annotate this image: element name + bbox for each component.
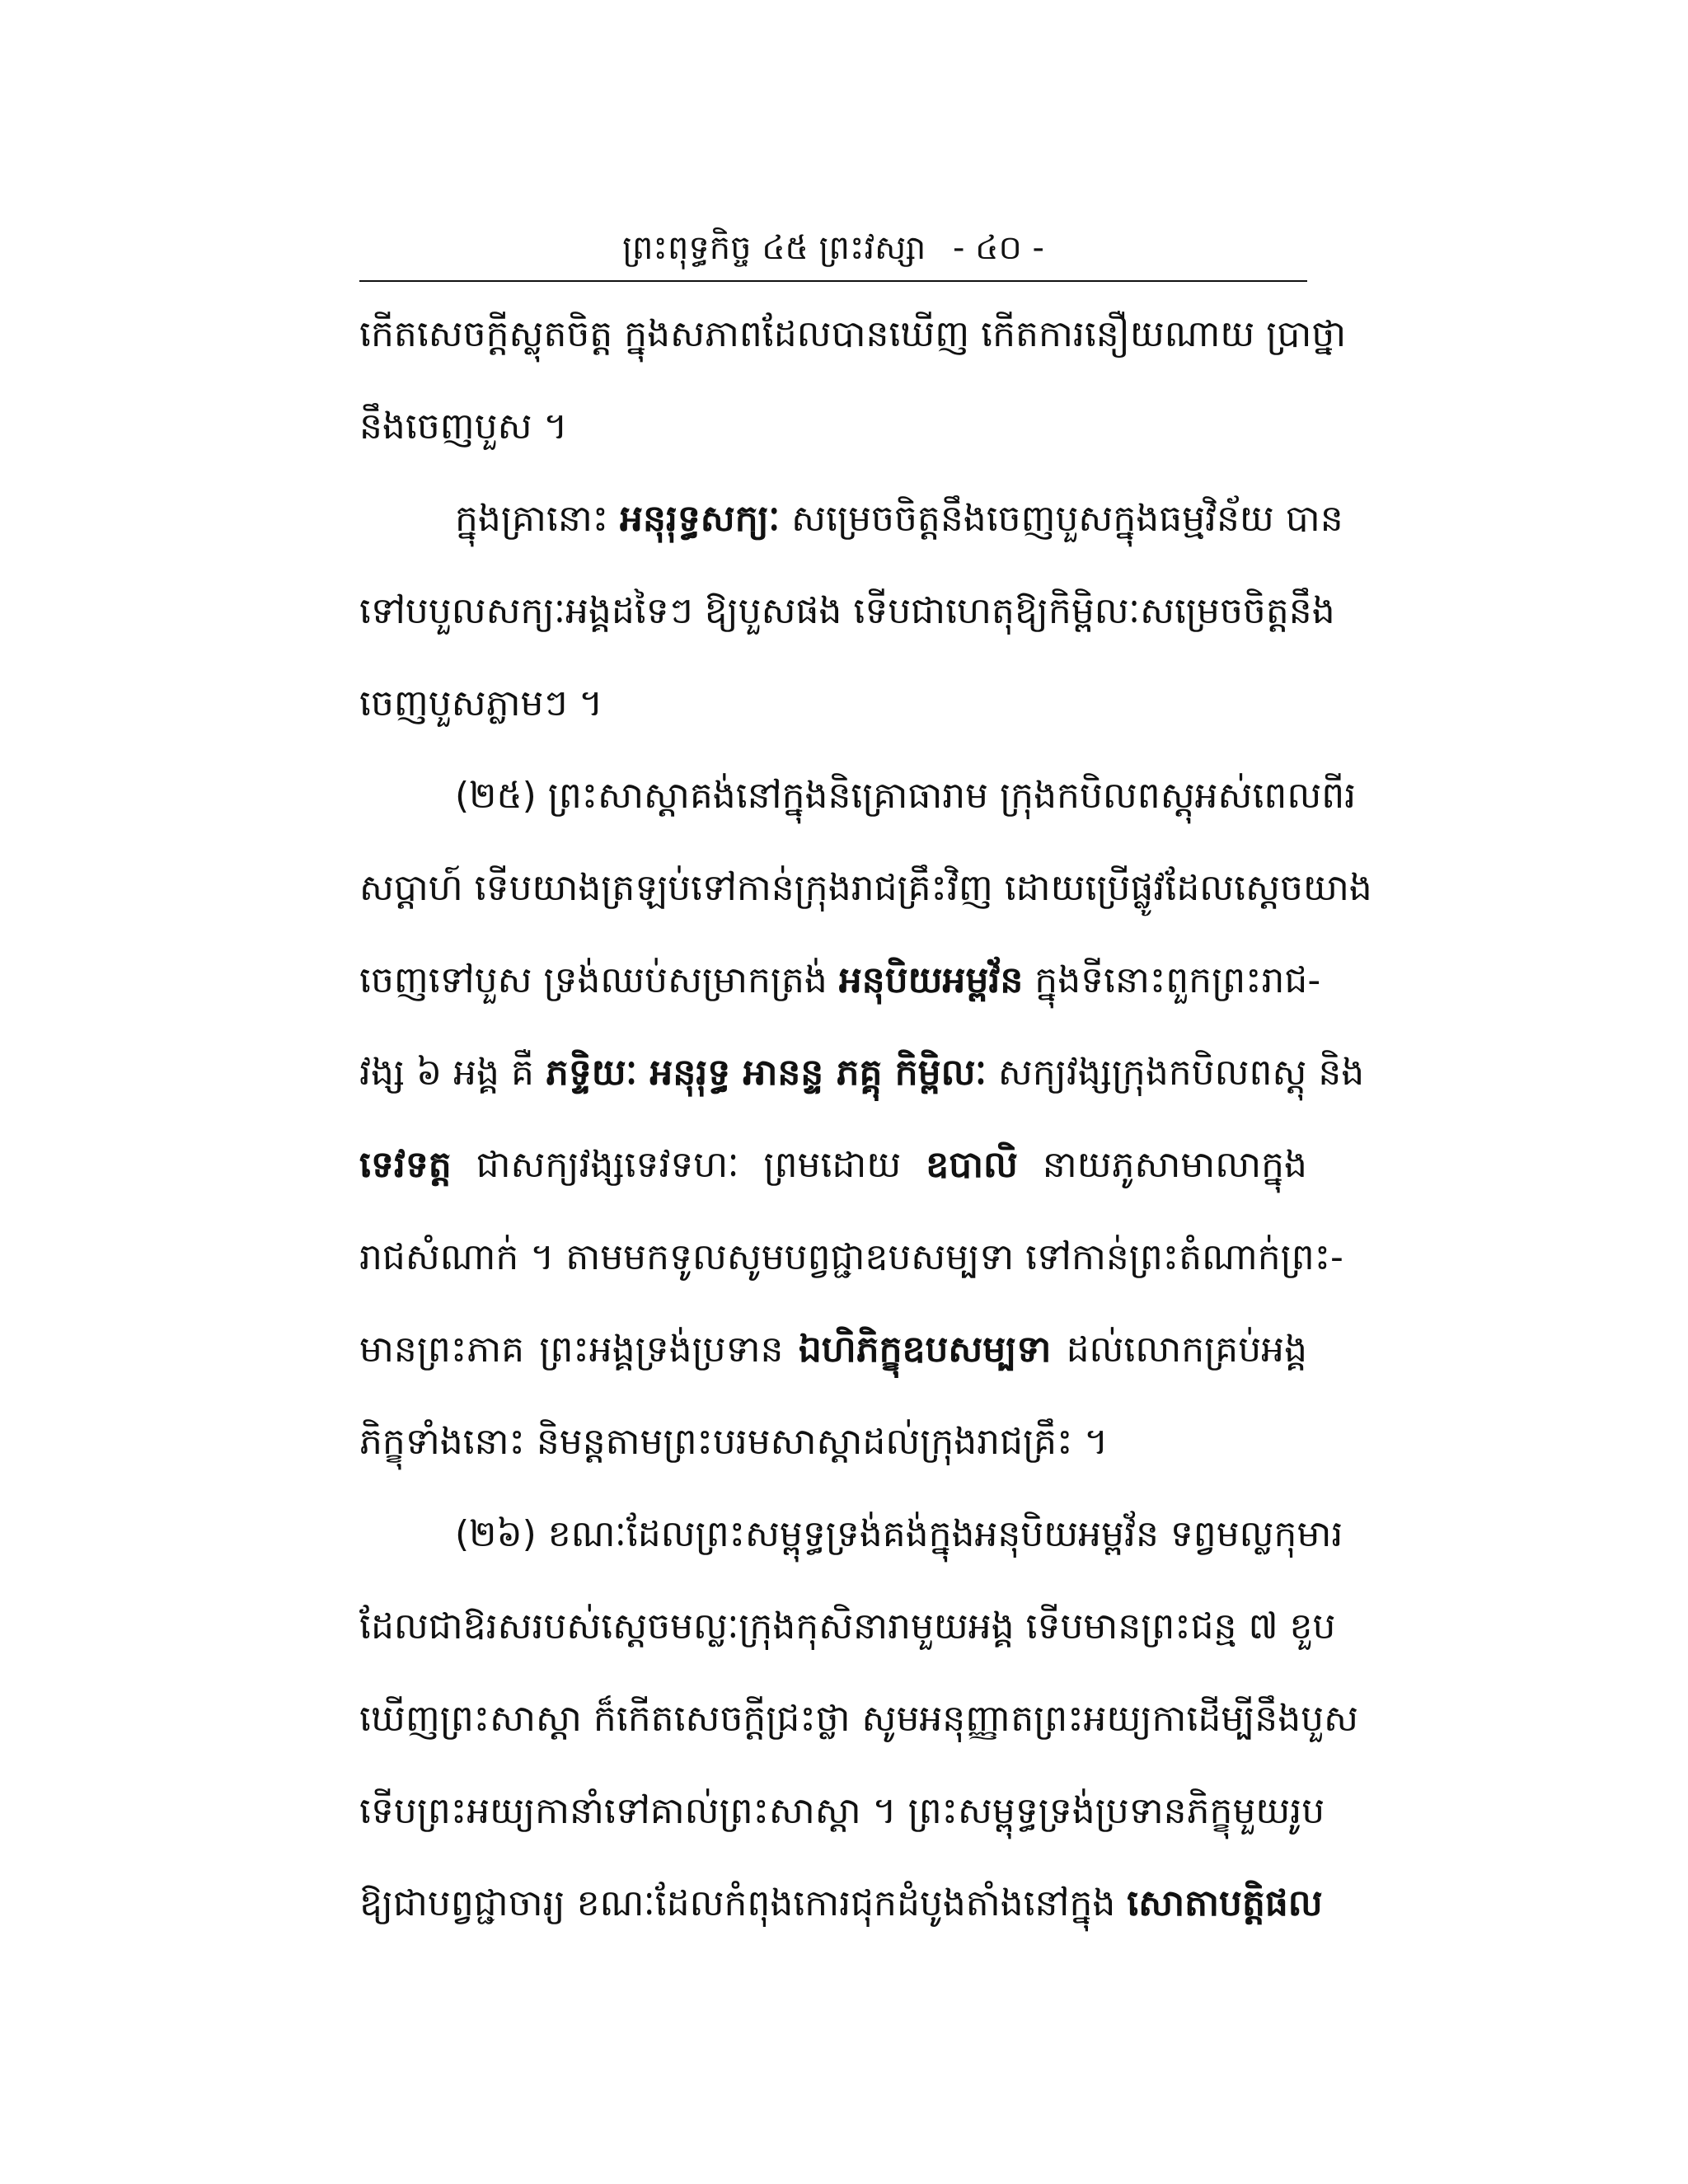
text-run: ចេញទៅបួស ទ្រង់ឈប់សម្រាកត្រង់ bbox=[359, 959, 839, 1001]
bold-term: អនុបិយអម្ពវ័ន bbox=[838, 959, 1024, 1001]
bold-term: សោតាបត្តិផល bbox=[1127, 1882, 1323, 1924]
text-line bbox=[359, 1581, 1336, 1673]
text-run: មានព្រះភាគ ព្រះអង្គទ្រង់ប្រទាន bbox=[359, 1329, 799, 1371]
text-run: កើតសេចក្ដីស្លុតចិត្ត ក្នុងសភាពដែលបានឃើញ កើតការនឿយណាយ ប្រាថ្នា bbox=[359, 313, 1347, 355]
text-line bbox=[359, 1304, 1307, 1396]
text-run: ឱ្យជាបព្វជ្ជាចារ្យ ខណៈដែលកំពុងកោរជុកដំបូងតាំងនៅក្នុង bbox=[359, 1882, 1128, 1924]
document-page bbox=[359, 223, 1372, 1950]
text-line bbox=[359, 1858, 1323, 1950]
text-run: ក្នុងទីនោះពួកព្រះរាជ- bbox=[1023, 959, 1321, 1001]
text-run: ឃើញព្រះសាស្ដា ក៏កើតសេចក្ដីជ្រះថ្លា សូមអនុញ្ញាតព្រះអយ្យកាដើម្បីនឹងបួស bbox=[359, 1698, 1358, 1740]
text-run: សម្រេចចិត្តនឹងចេញបួសក្នុងធម្មវិន័យ បាន bbox=[780, 498, 1343, 540]
bold-term: អនុរុទ្ធសក្យៈ bbox=[620, 498, 781, 540]
text-line bbox=[359, 1765, 1325, 1858]
text-run: (២៦) ខណៈដែលព្រះសម្ពុទ្ធទ្រង់គង់ក្នុងអនុបិយអម្ពវ័ន ទព្វមល្លកុមារ bbox=[455, 1513, 1343, 1555]
text-run: សប្ដាហ៍ ទើបយាងត្រឡប់ទៅកាន់ក្រុងរាជគ្រឹះវិញ ដោយប្រើផ្លូវដែលស្ដេចយាង bbox=[359, 867, 1372, 909]
text-line bbox=[359, 750, 1357, 842]
text-line bbox=[359, 1212, 1343, 1304]
text-line bbox=[359, 1396, 1307, 1488]
text-line bbox=[359, 1119, 1307, 1212]
text-line bbox=[359, 935, 1321, 1027]
bold-term: ភទ្ទិយៈ អនុរុទ្ធ អានន្ទ ភគ្គុ កិម្ពិលៈ bbox=[545, 1052, 987, 1094]
text-line bbox=[359, 1027, 1365, 1119]
page-number: - ៤០ - bbox=[952, 229, 1044, 267]
text-run: ទើបព្រះអយ្យកានាំទៅគាល់ព្រះសាស្ដា ។ ព្រះសម្ពុទ្ធទ្រង់ប្រទានភិក្ខុមួយរូប bbox=[359, 1790, 1325, 1832]
text-line bbox=[359, 565, 1335, 658]
text-run: ចេញបួសភ្លាមៗ ។ bbox=[359, 682, 603, 724]
text-run: នាយភូសាមាលាក្នុង bbox=[1017, 1144, 1307, 1186]
bold-term: ឧបាលិ bbox=[926, 1144, 1018, 1186]
running-header bbox=[359, 223, 1307, 274]
text-line bbox=[359, 658, 1307, 750]
text-run: ក្នុងគ្រានោះ bbox=[455, 498, 621, 540]
text-run: (២៥) ព្រះសាស្ដាគង់នៅក្នុងនិគ្រោធារាម ក្រុងកបិលពស្ដុអស់ពេលពីរ bbox=[455, 775, 1357, 817]
text-run: ដល់លោកគ្រប់អង្គ bbox=[1051, 1329, 1308, 1371]
text-line bbox=[359, 288, 1347, 381]
text-run: វង្ស ៦ អង្គ គឺ bbox=[359, 1052, 546, 1094]
text-line bbox=[359, 381, 1307, 473]
bold-term: ឯហិភិក្ខុឧបសម្បទា bbox=[798, 1329, 1052, 1371]
text-run: រាជសំណាក់ ។ តាមមកទូលសូមបព្វជ្ជាឧបសម្បទា ទៅកាន់ព្រះតំណាក់ព្រះ- bbox=[359, 1236, 1343, 1278]
text-line bbox=[359, 842, 1372, 935]
header-divider bbox=[359, 280, 1307, 282]
bold-term: ទេវទត្ត bbox=[359, 1144, 452, 1186]
text-run: ភិក្ខុទាំងនោះ និមន្តតាមព្រះបរមសាស្ដាដល់ក្រុងរាជគ្រឹះ ។ bbox=[359, 1421, 1109, 1463]
text-run: នឹងចេញបួស ។ bbox=[359, 405, 568, 448]
text-line bbox=[359, 1673, 1358, 1765]
body-text bbox=[359, 288, 1372, 1950]
text-line bbox=[359, 473, 1343, 565]
text-run: ដែលជាឱរសរបស់ស្ដេចមល្លៈក្រុងកុសិនារាមួយអង្គ ទើបមានព្រះជន្ម ៧ ខួប bbox=[359, 1605, 1336, 1647]
header-title: ព្រះពុទ្ធកិច្ច ៤៥ ព្រះវស្សា bbox=[622, 229, 926, 267]
text-run: ទៅបបួលសក្យៈអង្គដទៃៗ ឱ្យបួសផង ទើបជាហេតុឱ្យកិម្ពិលៈសម្រេចចិត្តនឹង bbox=[359, 590, 1335, 632]
text-run: សក្យវង្សក្រុងកបិលពស្ដុ និង bbox=[986, 1052, 1365, 1094]
text-line bbox=[359, 1488, 1343, 1581]
text-run: ជាសក្យវង្សទេវទហៈ ព្រមដោយ bbox=[451, 1144, 926, 1186]
